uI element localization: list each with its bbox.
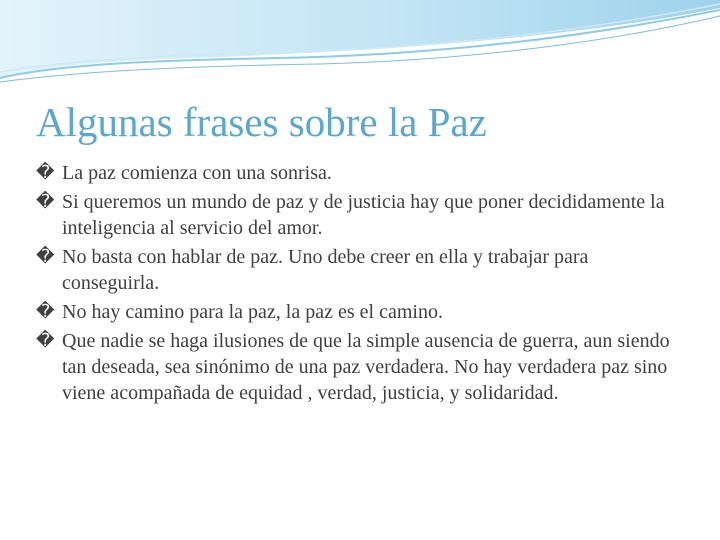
bullet-marker: � — [36, 162, 55, 183]
bullet-marker: � — [36, 330, 55, 351]
bullet-item — [36, 244, 676, 296]
bullet-marker: � — [36, 191, 55, 212]
bullet-text: Que nadie se haga ilusiones de que la simple ausencia de guerra, aun siendo tan deseada, sea sinónimo de una paz verdadera. No hay verdadera paz sino viene acompañada de equidad , verdad, justicia, y solidaridad. — [62, 330, 670, 404]
bullet-marker: � — [36, 246, 55, 267]
bullet-item — [36, 328, 676, 406]
bullet-text: Si queremos un mundo de paz y de justicia hay que poner decididamente la inteligencia al servicio del amor. — [62, 191, 665, 239]
bullet-text: La paz comienza con una sonrisa. — [62, 162, 332, 184]
bullet-item — [36, 189, 676, 241]
bullet-text: No hay camino para la paz, la paz es el camino. — [62, 301, 443, 323]
bullet-item — [36, 160, 676, 186]
bullet-text: No basta con hablar de paz. Uno debe creer en ella y trabajar para conseguirla. — [62, 246, 589, 294]
header-wave-decoration — [0, 0, 720, 90]
bullet-item — [36, 299, 676, 325]
slide-title: Algunas frases sobre la Paz — [36, 99, 487, 145]
bullet-list — [36, 160, 676, 409]
bullet-marker: � — [36, 301, 55, 322]
